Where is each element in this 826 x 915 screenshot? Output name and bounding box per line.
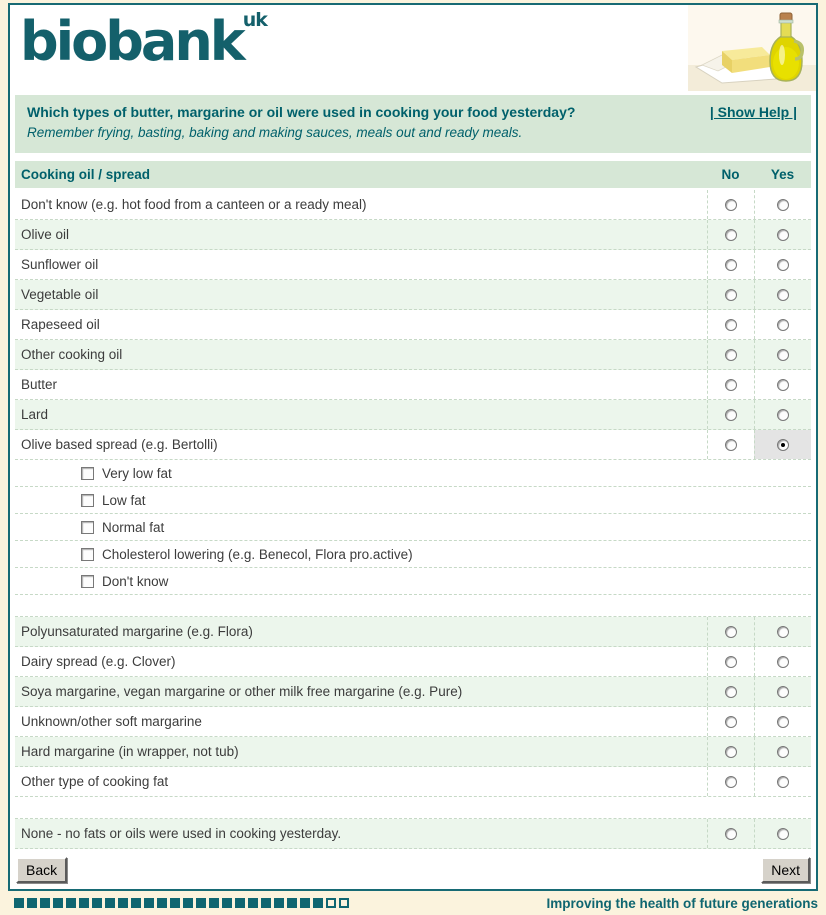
column-header-yes: Yes (770, 167, 795, 182)
progress-square-filled (261, 898, 271, 908)
no-cell (707, 819, 754, 848)
page-header (10, 5, 816, 91)
progress-square-filled (105, 898, 115, 908)
checkbox[interactable] (81, 575, 94, 588)
spacer-row (15, 595, 811, 617)
sub-indent (15, 547, 413, 562)
footer-tagline: Improving the health of future generations (546, 895, 818, 911)
yes-cell (754, 647, 811, 676)
row-label: Polyunsaturated margarine (e.g. Flora) (21, 624, 253, 639)
radio-yes[interactable] (777, 686, 789, 698)
table-row (15, 767, 811, 797)
table-row (15, 220, 811, 250)
table-row (15, 400, 811, 430)
radio-yes[interactable] (777, 259, 789, 271)
yes-cell (754, 707, 811, 736)
no-cell (707, 220, 754, 249)
yes-cell (754, 819, 811, 848)
sub-option-row (15, 541, 811, 568)
progress-square-filled (131, 898, 141, 908)
sub-option-row (15, 514, 811, 541)
no-cell (707, 737, 754, 766)
table-row (15, 647, 811, 677)
biobank-logo (20, 9, 267, 73)
row-label: Other type of cooking fat (21, 774, 169, 789)
radio-yes[interactable] (777, 828, 789, 840)
table-row (15, 370, 811, 400)
question-panel (15, 95, 811, 153)
sub-option-row (15, 487, 811, 514)
radio-no[interactable] (725, 828, 737, 840)
sub-option-label: Very low fat (102, 465, 172, 481)
row-label: Vegetable oil (21, 287, 99, 302)
progress-square-filled (144, 898, 154, 908)
radio-no[interactable] (725, 656, 737, 668)
row-label: Other cooking oil (21, 347, 123, 362)
back-button[interactable]: Back (16, 857, 67, 883)
table-row (15, 737, 811, 767)
yes-cell (754, 340, 811, 369)
progress-square-filled (287, 898, 297, 908)
table-row (15, 430, 811, 460)
progress-square-filled (196, 898, 206, 908)
table-header-label: Cooking oil / spread (21, 167, 151, 182)
radio-no[interactable] (725, 686, 737, 698)
sub-option-label: Normal fat (102, 519, 165, 535)
checkbox[interactable] (81, 494, 94, 507)
row-label: Hard margarine (in wrapper, not tub) (21, 744, 239, 759)
radio-yes[interactable] (777, 319, 789, 331)
no-cell (707, 370, 754, 399)
no-cell (707, 400, 754, 429)
yes-cell (754, 617, 811, 646)
table-row (15, 677, 811, 707)
sub-indent (15, 520, 164, 535)
yes-cell (754, 370, 811, 399)
radio-yes[interactable] (777, 199, 789, 211)
progress-square-filled (118, 898, 128, 908)
page-footer (0, 891, 826, 915)
table-header-row (15, 161, 811, 188)
radio-no[interactable] (725, 199, 737, 211)
table-row (15, 617, 811, 647)
progress-square-filled (313, 898, 323, 908)
show-help-link[interactable]: | Show Help | (709, 104, 797, 120)
progress-square-filled (209, 898, 219, 908)
cooking-oil-table (15, 161, 811, 849)
yes-cell (754, 310, 811, 339)
radio-yes[interactable] (777, 289, 789, 301)
yes-cell (754, 220, 811, 249)
row-label: Unknown/other soft margarine (21, 714, 202, 729)
next-button[interactable]: Next (761, 857, 810, 883)
row-label: Rapeseed oil (21, 317, 100, 332)
table-row (15, 340, 811, 370)
yes-cell (754, 400, 811, 429)
sub-option-row (15, 460, 811, 487)
radio-no[interactable] (725, 319, 737, 331)
row-label: Sunflower oil (21, 257, 99, 272)
main-content-box (8, 3, 818, 891)
progress-indicator (14, 898, 352, 908)
sub-indent (15, 493, 146, 508)
table-row (15, 819, 811, 849)
yes-cell (754, 250, 811, 279)
radio-yes[interactable] (777, 379, 789, 391)
progress-square-filled (92, 898, 102, 908)
no-cell (707, 430, 754, 459)
progress-square-filled (27, 898, 37, 908)
checkbox[interactable] (81, 521, 94, 534)
radio-no[interactable] (725, 259, 737, 271)
no-cell (707, 767, 754, 796)
row-label: Olive oil (21, 227, 70, 242)
no-cell (707, 617, 754, 646)
progress-square-filled (274, 898, 284, 908)
nav-button-row (16, 857, 810, 883)
sub-indent (15, 574, 168, 589)
row-label: Dairy spread (e.g. Clover) (21, 654, 176, 669)
radio-no[interactable] (725, 409, 737, 421)
radio-no[interactable] (725, 439, 737, 451)
row-label: Olive based spread (e.g. Bertolli) (21, 437, 218, 452)
yes-cell (754, 737, 811, 766)
row-label: Lard (21, 407, 49, 422)
progress-square-hollow (326, 898, 336, 908)
row-label: Butter (21, 377, 58, 392)
radio-no[interactable] (725, 626, 737, 638)
logo-text: biobank (20, 10, 243, 73)
yes-cell (754, 190, 811, 219)
progress-square-hollow (339, 898, 349, 908)
no-cell (707, 340, 754, 369)
radio-no[interactable] (725, 716, 737, 728)
progress-square-filled (170, 898, 180, 908)
radio-no[interactable] (725, 289, 737, 301)
no-cell (707, 280, 754, 309)
spacer-row (15, 797, 811, 819)
progress-square-filled (300, 898, 310, 908)
radio-yes[interactable] (777, 776, 789, 788)
sub-option-label: Cholesterol lowering (e.g. Benecol, Flora pro.active) (102, 546, 413, 562)
radio-no[interactable] (725, 379, 737, 391)
progress-square-filled (14, 898, 24, 908)
butter-oil-photo (688, 5, 816, 91)
radio-no[interactable] (725, 349, 737, 361)
checkbox[interactable] (81, 467, 94, 480)
radio-yes[interactable] (777, 349, 789, 361)
radio-yes[interactable] (777, 626, 789, 638)
no-cell (707, 647, 754, 676)
no-cell (707, 707, 754, 736)
progress-square-filled (248, 898, 258, 908)
yes-cell (754, 677, 811, 706)
question-subtitle: Remember frying, basting, baking and making sauces, meals out and ready meals. (27, 125, 523, 140)
question-title: Which types of butter, margarine or oil were used in cooking your food yesterday? (27, 104, 576, 120)
radio-yes[interactable] (777, 229, 789, 241)
progress-square-filled (183, 898, 193, 908)
sub-option-row (15, 568, 811, 595)
progress-square-filled (79, 898, 89, 908)
table-row (15, 250, 811, 280)
progress-square-filled (157, 898, 167, 908)
yes-cell (754, 767, 811, 796)
progress-square-filled (40, 898, 50, 908)
sub-option-label: Don't know (102, 573, 169, 589)
row-label: None - no fats or oils were used in cooking yesterday. (21, 826, 342, 841)
radio-yes[interactable] (777, 656, 789, 668)
no-cell (707, 250, 754, 279)
table-body (15, 190, 811, 849)
sub-option-label: Low fat (102, 492, 146, 508)
progress-square-filled (66, 898, 76, 908)
checkbox[interactable] (81, 548, 94, 561)
column-header-no: No (721, 167, 740, 182)
row-label: Soya margarine, vegan margarine or other milk free margarine (e.g. Pure) (21, 684, 463, 699)
row-label: Don't know (e.g. hot food from a canteen or a ready meal) (21, 197, 367, 212)
table-row (15, 707, 811, 737)
radio-yes[interactable] (777, 716, 789, 728)
no-cell (707, 190, 754, 219)
radio-yes[interactable] (777, 409, 789, 421)
radio-no[interactable] (725, 229, 737, 241)
progress-square-filled (222, 898, 232, 908)
progress-square-filled (235, 898, 245, 908)
radio-yes[interactable] (777, 746, 789, 758)
logo-uk-superscript: uk (242, 9, 267, 31)
radio-yes[interactable] (777, 439, 789, 451)
table-row (15, 190, 811, 220)
progress-square-filled (53, 898, 63, 908)
no-cell (707, 310, 754, 339)
table-row (15, 280, 811, 310)
table-row (15, 310, 811, 340)
sub-indent (15, 466, 172, 481)
radio-no[interactable] (725, 776, 737, 788)
yes-cell (754, 280, 811, 309)
yes-cell (754, 430, 811, 459)
radio-no[interactable] (725, 746, 737, 758)
no-cell (707, 677, 754, 706)
